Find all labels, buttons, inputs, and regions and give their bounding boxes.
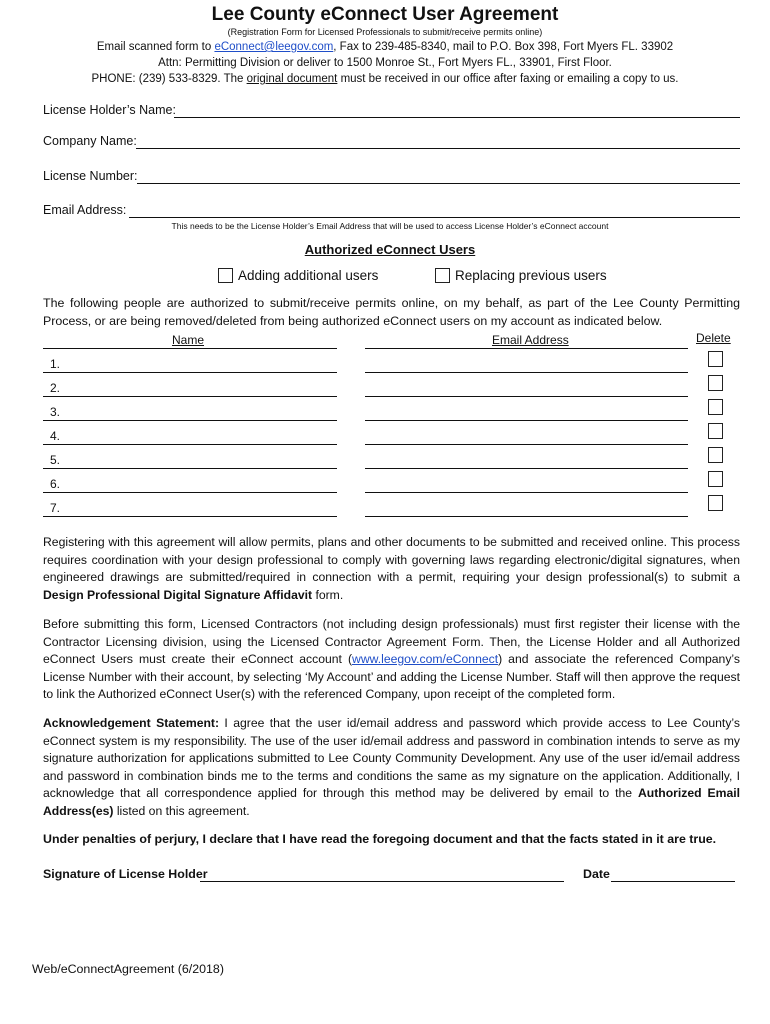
header-email-line [0,39,770,55]
column-email-rule [365,348,688,349]
perjury-statement: Under penalties of perjury, I declare that I have read the foregoing document and that the facts stated in it are true. [43,832,717,846]
p3-authorized-email-bold: Authorized Email Address(es) [43,786,740,818]
user-email-field[interactable] [365,444,688,445]
date-label: Date [583,867,610,881]
user-name-field[interactable] [43,420,337,421]
page-title: Lee County eConnect User Agreement [211,4,559,25]
p1-end: form. [312,587,344,602]
row-number: 2. [50,381,61,395]
user-email-field[interactable] [365,372,688,373]
email-prefix: Email scanned form to [96,41,215,53]
registration-paragraph [43,534,740,604]
authorized-heading: Authorized eConnect Users [304,242,476,257]
user-name-field[interactable] [43,468,337,469]
row-number: 5. [50,453,61,467]
user-name-field[interactable] [43,396,337,397]
row-number: 4. [50,429,61,443]
delete-checkbox[interactable] [708,471,723,487]
user-email-field[interactable] [365,468,688,469]
license-number-label: License Number: [43,169,138,183]
replacing-users-checkbox[interactable] [435,268,450,283]
row-number: 6. [50,477,61,491]
column-delete-header: Delete [696,331,731,345]
footer-form-id: Web/eConnectAgreement (6/2018) [32,962,224,976]
license-number-field[interactable] [137,183,740,184]
econnect-link[interactable]: www.leegov.com/eConnect [352,652,499,666]
delete-checkbox[interactable] [708,495,723,511]
company-name-field[interactable] [136,148,740,149]
user-email-field[interactable] [365,396,688,397]
p1-affidavit-bold: Design Professional Digital Signature Affidavit [43,587,313,602]
license-holder-field[interactable] [174,117,740,118]
p3-end: listed on this agreement. [113,803,250,818]
replacing-users-label: Replacing previous users [455,268,607,283]
adding-users-checkbox[interactable] [218,268,233,283]
delete-checkbox[interactable] [708,351,723,367]
column-email-header: Email Address [492,333,569,347]
email-address-label: Email Address: [43,203,127,217]
email-link[interactable]: eConnect@leegov.com [214,41,334,53]
submission-paragraph [43,616,740,704]
column-name-header: Name [172,333,205,347]
user-email-field[interactable] [365,516,688,517]
user-email-field[interactable] [365,492,688,493]
user-email-field[interactable] [365,420,688,421]
delete-checkbox[interactable] [708,375,723,391]
user-name-field[interactable] [43,444,337,445]
email-address-field[interactable] [129,217,740,218]
header-phone-line [0,71,770,87]
p2-text: Before submitting this form, Licensed Contractors (not including design professionals) must first register their license with the Contractor Licensing division, using the Licensed Contractor Agreement Form. Then, the License Holder and all Authorized eConnect Users must create their eConnect account ( [43,617,740,666]
phone-suffix: must be received in our office after faxing or emailing a copy to us. [337,73,679,85]
delete-checkbox[interactable] [708,399,723,415]
user-name-field[interactable] [43,516,337,517]
row-number: 7. [50,501,61,515]
license-holder-label: License Holder’s Name: [43,103,176,117]
adding-users-label: Adding additional users [238,268,379,283]
delete-checkbox[interactable] [708,423,723,439]
row-number: 1. [50,357,61,371]
row-number: 3. [50,405,61,419]
p2-end: ) and associate the referenced Company’s License Number with their account, by selecting ‘My Account’ and adding the License Number. Staff will then approve the request to link the Authorized eConnect User(s) with the referenced Company, upon receipt of the completed form. [43,652,741,701]
acknowledgement-title: Acknowledgement Statement: [43,716,220,730]
company-name-label: Company Name: [43,134,137,148]
user-name-field[interactable] [43,372,337,373]
signature-label: Signature of License Holder [43,867,208,881]
authorized-intro: The following people are authorized to submit/receive permits online, on my behalf, as part of the Lee County Permitting Process, or are being removed/deleted from being authorized eConnect users on my account as indicated below. [43,296,740,328]
page-subtitle: (Registration Form for Licensed Professionals to submit/receive permits online) [227,27,543,37]
date-field[interactable] [611,881,735,882]
acknowledgement-paragraph [43,715,740,820]
original-document-text: original document [246,73,338,85]
email-note: This needs to be the License Holder’s Email Address that will be used to access License Holder’s eConnect account [171,221,609,231]
user-name-field[interactable] [43,492,337,493]
signature-field[interactable] [200,881,564,882]
p1-text: Registering with this agreement will allow permits, plans and other documents to be submitted and received online. This process requires coordination with your design professional to comply with governing laws regarding electronic/digital signatures, when engineered drawings are submitted/required in connection with a permit, requiring your design professional(s) to submit a [43,535,740,584]
p3-text: I agree that the user id/email address and password which provide access to Lee County’s eConnect system is my responsibility. The use of the user id/email address and password in combination intends to serve as my signature authorization for applications submitted to Lee County Community Development. Any use of the user id/email address and password in combination binds me to the terms and conditions the same as my signature on the application. Additionally, I acknowledge that all correspondence applied for through this method may be delivered by email to the [43,716,740,800]
phone-prefix: PHONE: (239) 533-8329. The [91,73,247,85]
delete-checkbox[interactable] [708,447,723,463]
email-suffix: , Fax to 239-485-8340, mail to P.O. Box 398, Fort Myers FL. 33902 [333,41,674,53]
header-attn-line: Attn: Permitting Division or deliver to 1500 Monroe St., Fort Myers FL., 33901, First Floor. [158,57,612,69]
column-name-rule [43,348,337,349]
